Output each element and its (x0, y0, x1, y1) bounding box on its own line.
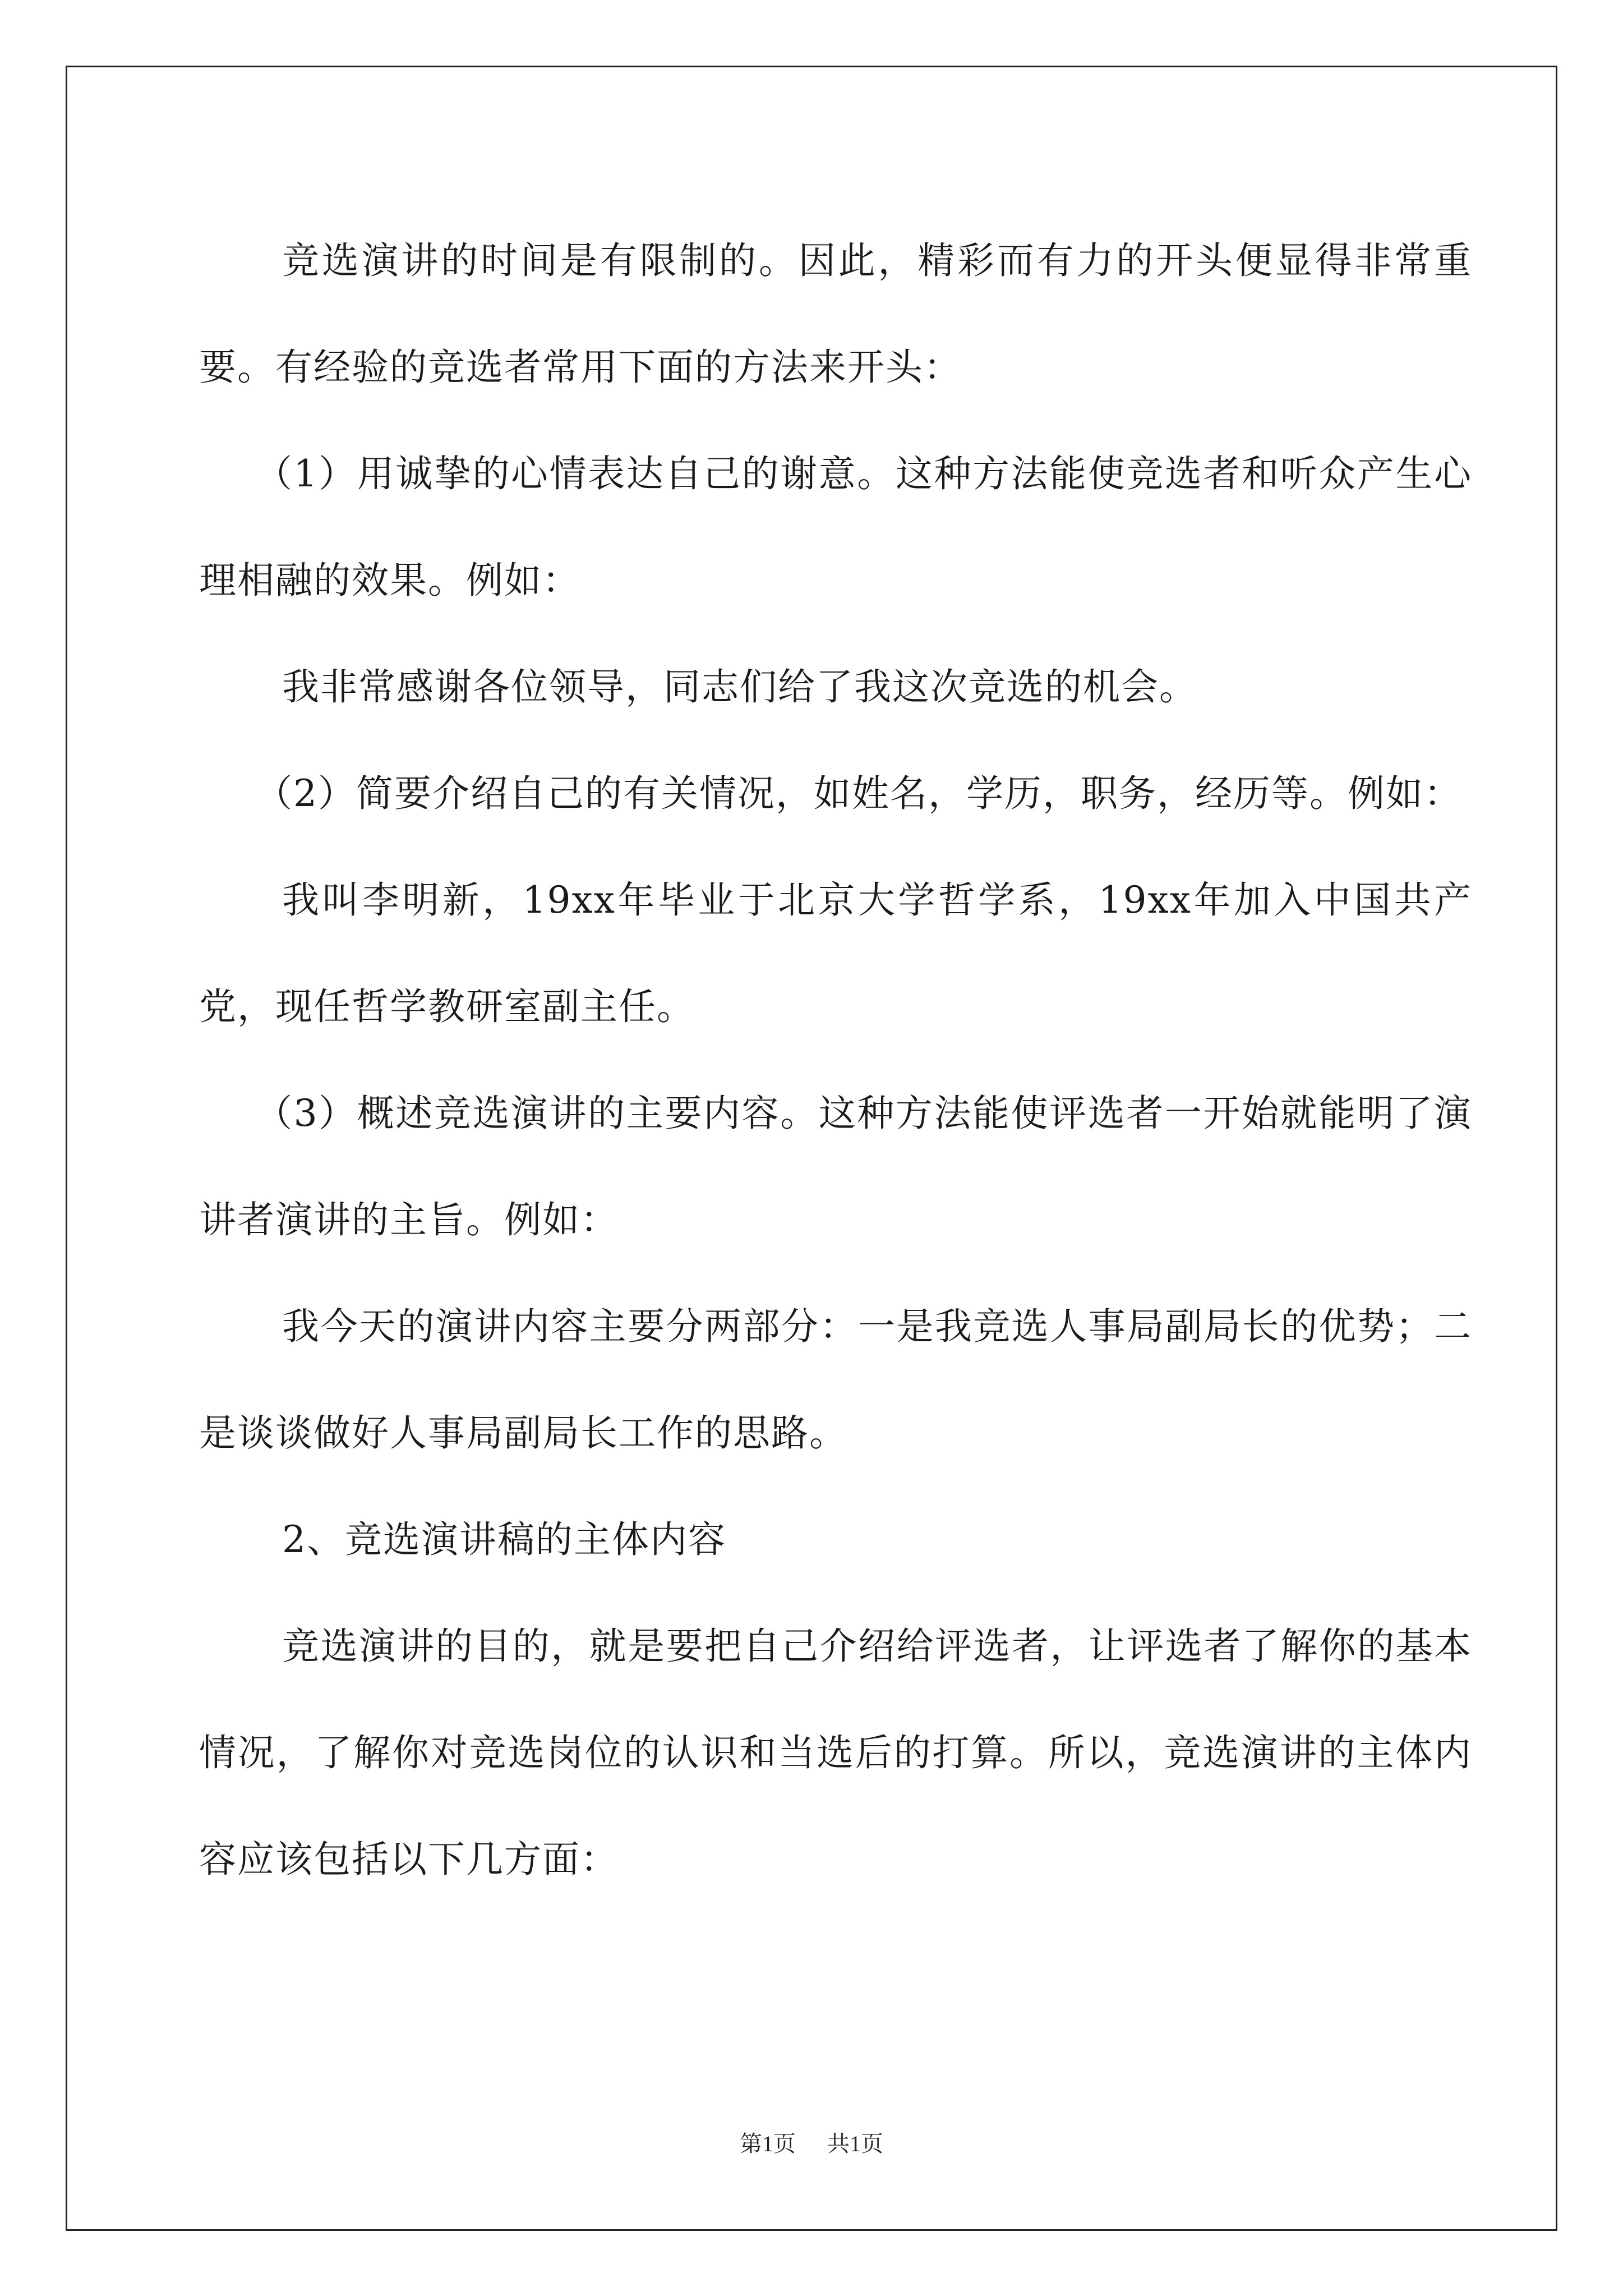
paragraph-main-content: 竞选演讲的目的，就是要把自己介绍给评选者，让评选者了解你的基本情况，了解你对竞选岗位的认识和当选后的打算。所以，竞选演讲的主体内容应该包括以下几方面： (199, 1625, 1472, 1881)
paragraph-example-1: 我非常感谢各位领导，同志们给了我这次竞选的机会。 (282, 665, 1197, 708)
paragraph-method-1: （1）用诚挚的心情表达自己的谢意。这种方法能使竞选者和听众产生心理相融的效果。例如： (199, 452, 1472, 602)
paragraph-example-2: 我叫李明新，19xx年毕业于北京大学哲学系，19xx年加入中国共产党，现任哲学教研室副主任。 (199, 878, 1472, 1028)
paragraph-example-3: 我今天的演讲内容主要分两部分：一是我竞选人事局副局长的优势；二是谈谈做好人事局副局长工作的思路。 (199, 1305, 1472, 1455)
paragraph-opening-intro: 竞选演讲的时间是有限制的。因此，精彩而有力的开头便显得非常重要。有经验的竞选者常用下面的方法来开头： (199, 239, 1472, 389)
document-body (199, 208, 1472, 1913)
paragraph-method-2: （2）简要介绍自己的有关情况，如姓名，学历，职务，经历等。例如： (255, 772, 1462, 815)
page-number-current: 第1页 (740, 2131, 796, 2156)
page-number-total: 共1页 (827, 2131, 883, 2156)
paragraph-method-3: （3）概述竞选演讲的主要内容。这种方法能使评选者一开始就能明了演讲者演讲的主旨。例如： (199, 1092, 1472, 1241)
section-heading-main-content: 2、竞选演讲稿的主体内容 (282, 1518, 726, 1561)
page-footer (0, 2126, 1623, 2158)
